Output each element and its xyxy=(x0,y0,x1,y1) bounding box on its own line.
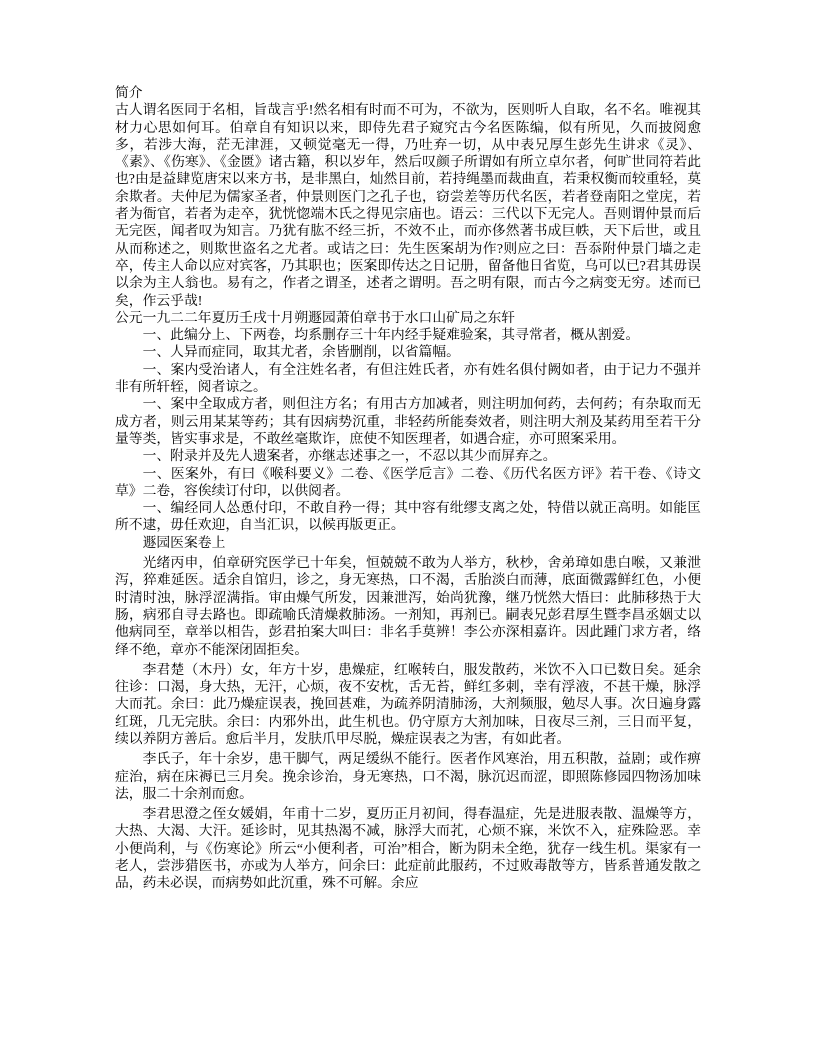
note-item-3: 一、案内受治诸人，有全注姓名者，有但注姓氏者，亦有姓名俱付阙如者，由于记力不强并非有所轩轾，阅者谅之。 xyxy=(115,361,701,395)
note-item-5: 一、附录并及先人遗案者，亦继志述事之一，不忍以其少而屏弃之。 xyxy=(142,448,557,464)
note-item-4: 一、案中全取成方者，则但注方名；有用古方加减者，则注明加何药，去何药；有杂取而无成方者，则云用某某等药；其有因病势沉重，非轻药所能奏效者，则注明大剂及某药用至若干分量等类，皆实事求是，不敢丝毫欺诈，庶使不知医理者，如遇合症，亦可照案采用。 xyxy=(115,396,701,446)
case-paragraph-2: 李君楚（木丹）女，年方十岁，患燥症，红喉转白，服发散药，米饮不入口已数日矣。延余往诊：口渴，身大热，无汗，心烦，夜不安枕，舌无苔，鲜红多刺，幸有浮液，不甚干燥，脉浮大而芤。余曰：此乃燥症误表，挽回甚难，为疏养阴清肺汤，大剂频服，勉尽人事。次日遍身露红斑，几无完肤。余曰：内邪外出，此生机也。仍守原方大剂加味，日夜尽三剂，三日而平复，续以养阴方善后。愈后半月，发肤爪甲尽脱，燥症误表之为害，有如此者。 xyxy=(115,661,701,746)
volume-heading: 遯园医案卷上 xyxy=(142,534,226,550)
case-paragraph-1: 光绪丙申，伯章研究医学已十年矣，恒兢兢不敢为人举方，秋杪，舍弟璋如患白喉，又兼泄泻，猝难延医。适余自馆归，诊之，身无寒热，口不渴，舌胎淡白而薄，底面微露鲜红色，小便时清时浊，脉浮涩满指。审由燥气所发，因兼泄泻，始尚犹豫，继乃恍然大悟曰：此肺移热于大肠，病邪自寻去路也。即疏喻氏清燥救肺汤。一剂知，再剂已。嗣表兄彭君厚生暨李昌丞姻丈以他病同至，章举以相告，彭君拍案大叫曰：非名手莫辨！李公亦深相嘉许。因此踵门求方者，络绎不绝，章亦不能深闭固拒矣。 xyxy=(115,555,701,657)
note-item-2: 一、人异而症同，取其尤者，余皆删削，以省篇幅。 xyxy=(142,344,460,360)
note-item-1: 一、此编分上、下两卷，均系删存三十年内经手疑难验案，其寻常者，概从割爱。 xyxy=(142,327,640,343)
note-item-7: 一、编经同人怂恿付印，不敢自矜一得；其中容有纰缪支离之处，特借以就正高明。如能匡所不逮，毋任欢迎，自当汇识，以候再版更正。 xyxy=(115,500,701,533)
preface-paragraph: 古人谓名医同于名相，旨哉言乎!然名相有时而不可为，不欲为，医则听人自取，名不名。唯视其材力心思如何耳。伯章自有知识以来，即侍先君子窥究古今名医陈编，似有所见，久而披阅愈多，若涉大海，茫无津涯，又顿觉毫无一得，乃吐弃一切，从中表兄厚生彭先生讲求《灵》、《素》、《伤寒》、《金匮》诸古籍，积以岁年，然后叹颜子所谓如有所立卓尔者，何旷世同符若此也?由是益肆览唐宋以来方书，是非黑白，灿然目前，若持绳墨而裁曲直，若秉权衡而较重轻，莫余欺者。夫仲尼为儒家圣者，仲景则医门之孔子也，窃尝差等历代名医，若者登南阳之堂庑，若者为衙官，若者为走卒，犹恍惚端木氏之得见宗庙也。语云：三代以下无完人。吾则谓仲景而后无完医，闻者叹为知言。乃犹有肱不经三折，不效不止，而亦侈然著书成巨帙，天下后世，或且从而称述之，则欺世盗名之尤者。或诘之曰：先生医案胡为作?则应之曰：吾忝附仲景门墙之走卒，传主人命以应对宾客，乃其职也；医案即传达之日记册，留备他日省览，乌可以已?君其毋误以余为主人翁也。易有之，作者之谓圣，述者之谓明。吾之明有限，而古今之病变无穷。述而已矣，作云乎哉! xyxy=(115,102,701,308)
case-paragraph-3: 李氏子，年十余岁，患干脚气，两足缓纵不能行。医者作风寒治，用五积散，益剧；或作痹症治，病在床褥已三月矣。挽余诊治，身无寒热，口不渴，脉沉迟而涩，即照陈修园四物汤加味法，服二十余剂而愈。 xyxy=(115,751,701,801)
intro-section-title: 简介 xyxy=(115,85,143,100)
dateline: 公元一九二二年夏历壬戌十月朔遯园萧伯章书于水口山矿局之东轩 xyxy=(115,309,516,325)
note-item-6: 一、医案外，有曰《喉科要义》二卷、《医学卮言》二卷、《历代名医方评》若干卷、《诗文草》二卷，容俟续订付印，以供阅者。 xyxy=(115,465,701,498)
case-paragraph-4: 李君思澄之侄女媛娟，年甫十二岁，夏历正月初间，得春温症，先是进服表散、温燥等方，大热、大渴、大汗。延诊时，见其热渴不减，脉浮大而芤，心烦不寐，米饮不入，症殊险恶。幸小便尚利，与《伤寒论》所云“小便利者，可治”相合，断为阴未全绝，犹存一线生机。渠家有一老人，尝涉猎医书，亦或为人举方，问余曰：此症前此服药，不过败毒散等方，皆系普通发散之品，药未必误，而病势如此沉重，殊不可解。余应 xyxy=(115,806,701,891)
